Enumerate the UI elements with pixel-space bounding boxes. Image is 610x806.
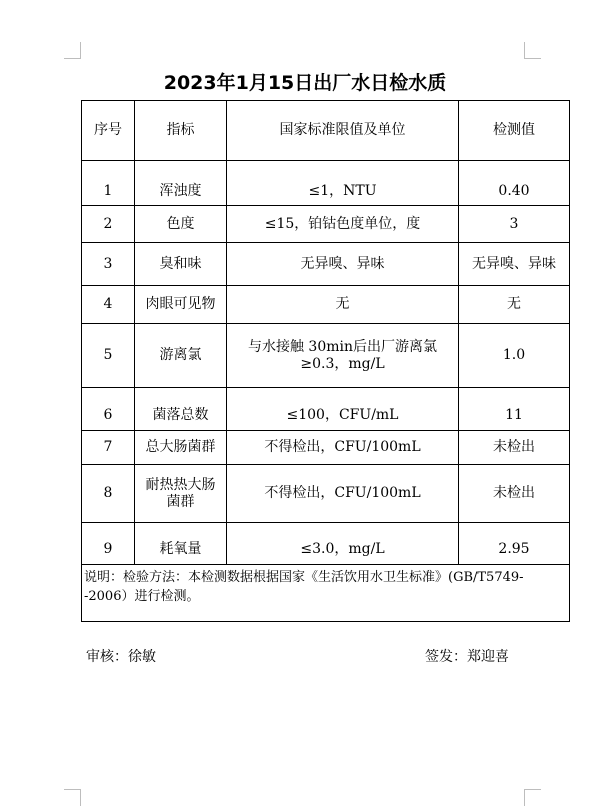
table-row [82,286,570,324]
row-value: 未检出 [459,431,570,465]
row-limit: ≤3.0，mg/L [227,523,459,565]
row-limit: ≤100，CFU/mL [227,388,459,431]
page-corner-mark-bottom-left [64,789,81,806]
row-no: 9 [82,523,135,565]
row-value: 3 [459,206,570,243]
row-value: 11 [459,388,570,431]
table-header-row [82,101,570,161]
header-no: 序号 [82,101,135,161]
row-limit: 不得检出，CFU/100mL [227,431,459,465]
table-row [82,243,570,286]
table-row [82,206,570,243]
row-no: 4 [82,286,135,324]
header-value: 检测值 [459,101,570,161]
header-limit: 国家标准限值及单位 [227,101,459,161]
water-quality-table [81,100,570,622]
row-limit: 与水接触 30min后出厂游离氯≥0.3，mg/L [227,324,459,388]
reviewer-signature: 审核：徐敏 [86,649,156,665]
row-limit: ≤1，NTU [227,161,459,206]
row-no: 5 [82,324,135,388]
row-limit: 不得检出，CFU/100mL [227,465,459,523]
row-no: 2 [82,206,135,243]
row-no: 1 [82,161,135,206]
table-row [82,523,570,565]
row-value: 无异嗅、异味 [459,243,570,286]
row-item: 耐热热大肠菌群 [135,465,227,523]
header-item: 指标 [135,101,227,161]
row-no: 8 [82,465,135,523]
document-title: 2023年1月15日出厂水日检水质 [163,72,447,94]
row-item: 肉眼可见物 [135,286,227,324]
table-row [82,161,570,206]
row-no: 6 [82,388,135,431]
table-row [82,388,570,431]
page-corner-mark-top-right [524,42,541,59]
row-item: 耗氧量 [135,523,227,565]
table-row [82,465,570,523]
row-value: 0.40 [459,161,570,206]
issuer-signature: 签发：郑迎喜 [425,649,509,665]
table-note: 说明：检验方法：本检测数据根据国家《生活饮用水卫生标准》(GB/T5749--2006）进行检测。 [82,565,570,622]
row-no: 3 [82,243,135,286]
row-limit: 无异嗅、异味 [227,243,459,286]
row-value: 2.95 [459,523,570,565]
table-row [82,431,570,465]
row-item: 色度 [135,206,227,243]
row-limit: 无 [227,286,459,324]
row-value: 1.0 [459,324,570,388]
page-corner-mark-top-left [64,42,81,59]
row-item: 游离氯 [135,324,227,388]
table-note-row [82,565,570,622]
table-row [82,324,570,388]
row-limit: ≤15，铂钴色度单位，度 [227,206,459,243]
row-item: 浑浊度 [135,161,227,206]
row-value: 未检出 [459,465,570,523]
row-item: 臭和味 [135,243,227,286]
row-value: 无 [459,286,570,324]
row-no: 7 [82,431,135,465]
row-item: 菌落总数 [135,388,227,431]
row-item: 总大肠菌群 [135,431,227,465]
page-corner-mark-bottom-right [524,789,541,806]
